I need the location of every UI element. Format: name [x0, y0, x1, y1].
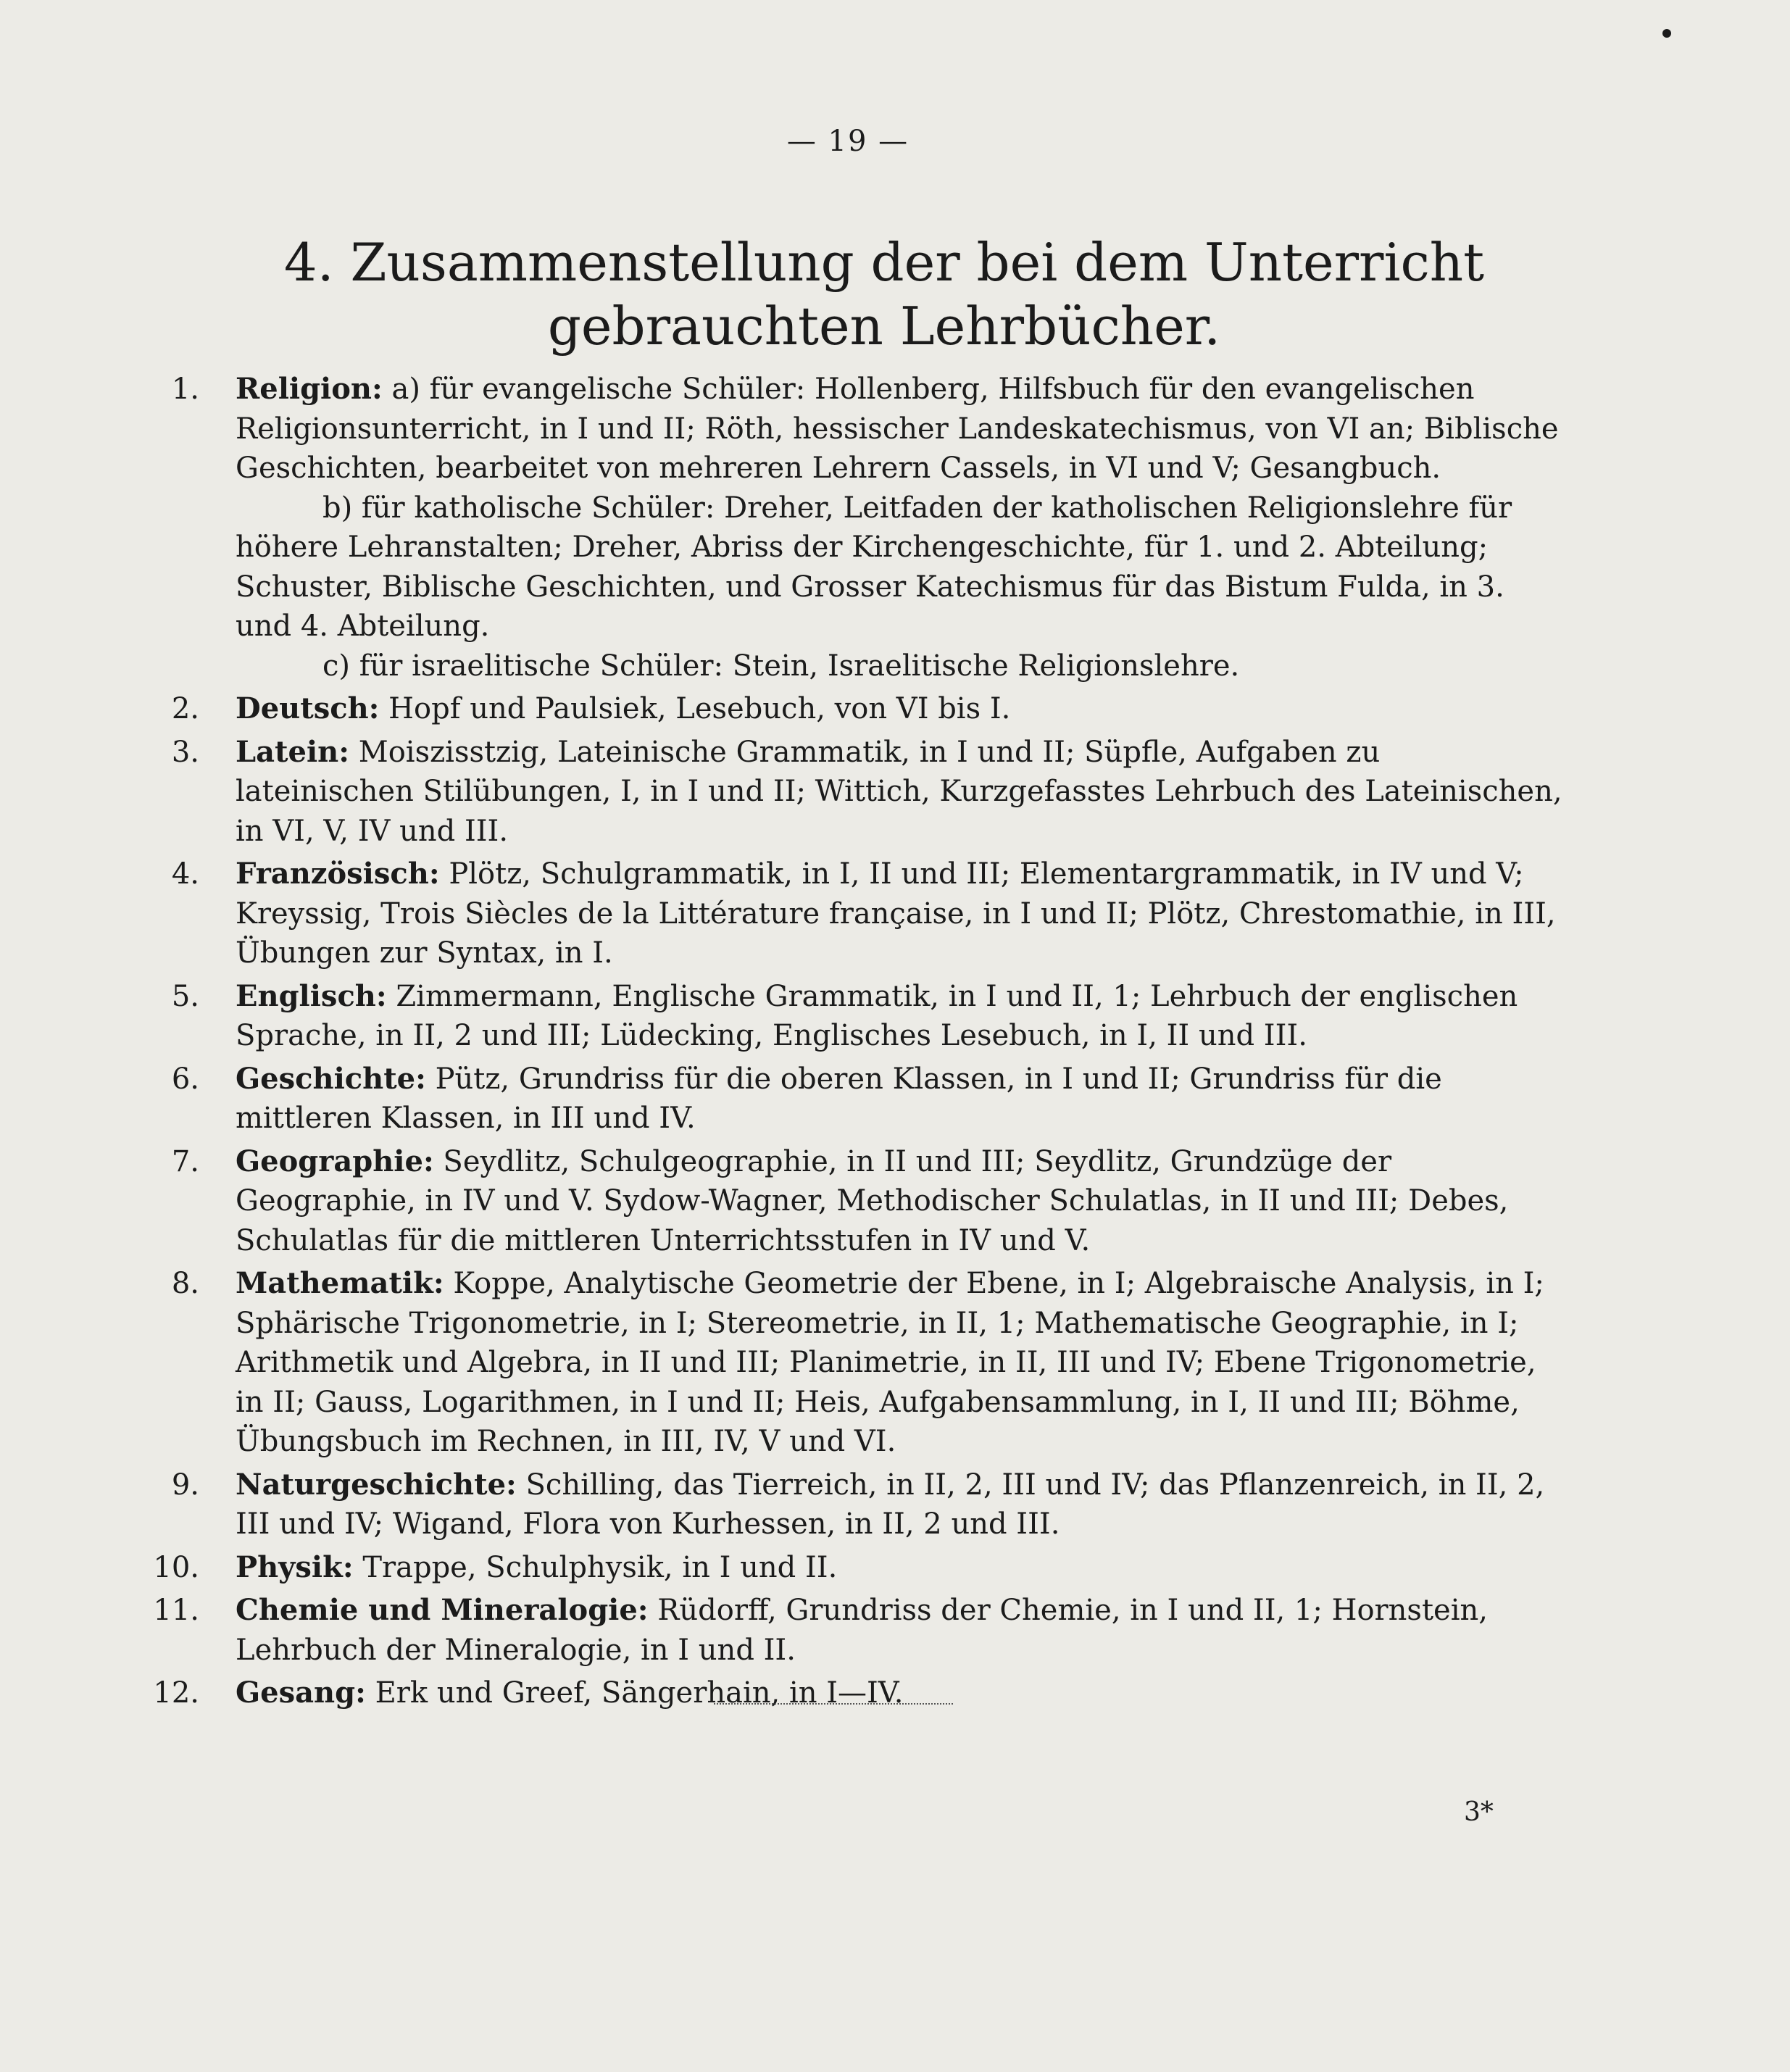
list-item: [152, 370, 1565, 488]
list-item: [152, 1060, 1565, 1139]
item-subject: Französisch:: [236, 857, 440, 891]
item-text: Zimmermann, Englische Grammatik, in I und II, 1; Lehrbuch der englischen Sprache, in II, 2 und III; Lüdecking, Englisches Lesebuch, in I, II und III.: [236, 979, 1518, 1052]
item-subject: Englisch:: [236, 978, 387, 1013]
list-item: [152, 1142, 1565, 1261]
list-item: [152, 854, 1565, 973]
item-text: Koppe, Analytische Geometrie der Ebene, in I; Algebraische Analysis, in I; Sphärische Trigonometrie, in I; Stereometrie, in II, 1; Mathematische Geographie, in I; Arithmetik und Algebra, in II und III; Planimetrie, in II, III und IV; Ebene Trigonometrie, in II; Gauss, Logarithmen, in I und II; Heis, Aufgabensammlung, in I, II und III; Böhme, Übungsbuch im Rechnen, in III, IV, V und VI.: [236, 1267, 1544, 1458]
list-item: [152, 689, 1565, 729]
item-subject: Naturgeschichte:: [236, 1467, 517, 1502]
item-text: Hopf und Paulsiek, Lesebuch, von VI bis I.: [379, 692, 1011, 725]
item-text: Rüdorff, Grundriss der Chemie, in I und II, 1; Hornstein, Lehrbuch der Mineralogie, in I und II.: [236, 1594, 1488, 1667]
item-number: 4.: [171, 857, 199, 891]
section-title: 4. Zusammenstellung der bei dem Unterricht gebrauchten Lehrbücher.: [283, 232, 1485, 357]
item-text: Schilling, das Tierreich, in II, 2, III und IV; das Pflanzenreich, in II, 2, III und IV; Wigand, Flora von Kurhessen, in II, 2 und III.: [236, 1468, 1545, 1541]
textbook-list: [152, 370, 1565, 1713]
item-text: a) für evangelische Schüler: Hollenberg, Hilfsbuch für den evangelischen Religionsunterricht, in I und II; Röth, hessischer Landeskatechismus, von VI an; Biblische Geschichten, bearbeitet von mehreren Lehrern Cassels, in VI und V; Gesangbuch.: [236, 373, 1559, 485]
list-item: [152, 977, 1565, 1056]
item-subject: Religion:: [236, 372, 383, 406]
list-item: [152, 733, 1565, 852]
item-number: 11.: [153, 1594, 199, 1627]
list-item: [152, 1591, 1565, 1670]
item-subject: Gesang:: [236, 1676, 366, 1710]
page-number: — 19 —: [786, 125, 909, 158]
item-number: 9.: [171, 1468, 199, 1502]
item-subject: Mathematik:: [236, 1266, 444, 1300]
item-subject: Chemie und Mineralogie:: [236, 1593, 649, 1627]
list-item: [152, 1548, 1565, 1588]
item-number: 7.: [171, 1144, 199, 1178]
section-divider: [714, 1703, 953, 1705]
item-number: 12.: [153, 1676, 199, 1710]
signature-mark: 3*: [1464, 1797, 1494, 1827]
list-item: [152, 1264, 1565, 1462]
item-text: Trappe, Schulphysik, in I und II.: [353, 1550, 838, 1584]
item-text: Pütz, Grundriss für die oberen Klassen, in I und II; Grundriss für die mittleren Klassen, in III und IV.: [236, 1062, 1442, 1135]
ink-dot: [1662, 29, 1671, 38]
item-number: 8.: [171, 1267, 199, 1300]
item-subject: Geschichte:: [236, 1061, 426, 1096]
item-text: Seydlitz, Schulgeographie, in II und III; Seydlitz, Grundzüge der Geographie, in IV und V. Sydow-Wagner, Methodischer Schulatlas, in II und III; Debes, Schulatlas für die mittleren Unterrichtsstufen in IV und V.: [236, 1144, 1509, 1257]
item-number: 6.: [171, 1062, 199, 1096]
item-number: 10.: [153, 1550, 199, 1584]
item-subject: Physik:: [236, 1549, 354, 1584]
item-subject: Latein:: [236, 734, 350, 769]
list-item: [152, 1673, 1565, 1713]
list-item: [152, 1465, 1565, 1544]
item-text: Moiszisstzig, Lateinische Grammatik, in I und II; Süpfle, Aufgaben zu lateinischen Stilübungen, I, in I und II; Wittich, Kurzgefasstes Lehrbuch des Lateinischen, in VI, V, IV und III.: [236, 735, 1562, 848]
item-text: Erk und Greef, Sängerhain, in I—IV.: [365, 1676, 904, 1710]
list-subitem: c) für israelitische Schüler: Stein, Israelitische Religionslehre.: [322, 649, 1240, 683]
list-subitem: b) für katholische Schüler: Dreher, Leitfaden der katholischen Religionslehre für höhere Lehranstalten; Dreher, Abriss der Kirchengeschichte, für 1. und 2. Abteilung; Schuster, Biblische Geschichten, und Grosser Katechismus für das Bistum Fulda, in 3. und 4. Abteilung.: [236, 491, 1512, 643]
item-number: 5.: [171, 979, 199, 1013]
item-number: 1.: [171, 373, 199, 406]
item-text: Plötz, Schulgrammatik, in I, II und III; Elementargrammatik, in IV und V; Kreyssig, Trois Siècles de la Littérature française, in I und II; Plötz, Chrestomathie, in III, Übungen zur Syntax, in I.: [236, 857, 1556, 970]
item-number: 2.: [171, 692, 199, 725]
item-subject: Deutsch:: [236, 691, 380, 725]
item-number: 3.: [171, 735, 199, 769]
item-subject: Geographie:: [236, 1144, 434, 1178]
